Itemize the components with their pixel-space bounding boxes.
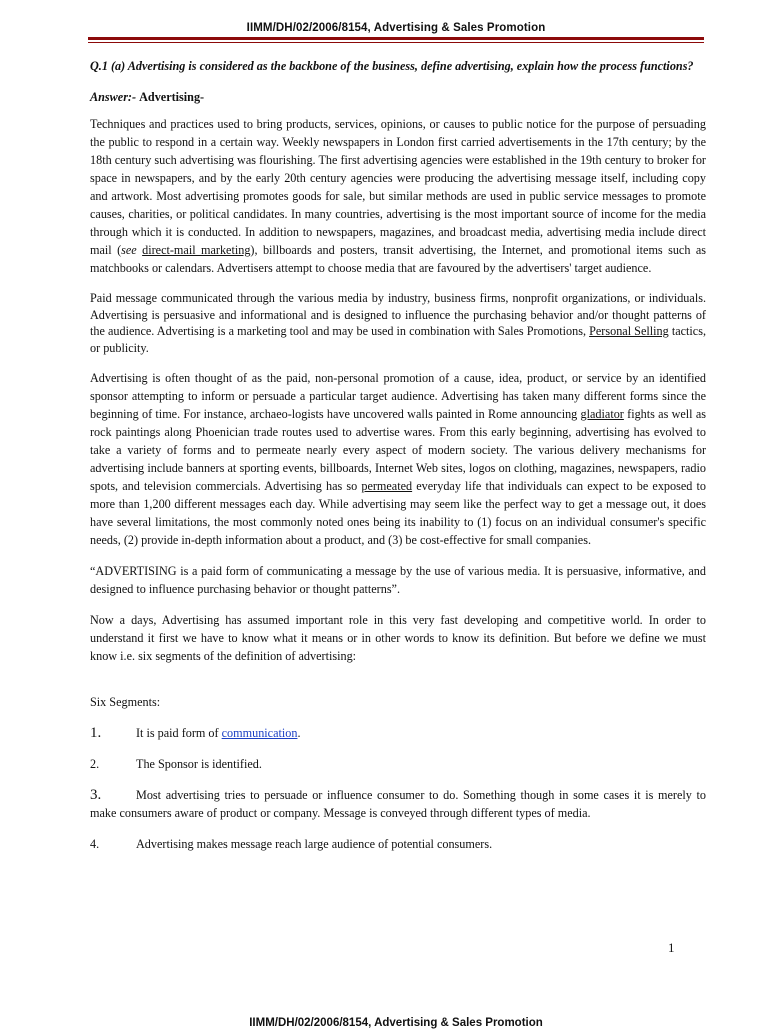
header-rule-thin [88, 42, 704, 43]
segment-item-1 [90, 724, 706, 742]
header-rule-thick [88, 37, 704, 40]
link-gladiator[interactable]: gladiator [580, 407, 624, 421]
question-heading: Q.1 (a) Advertising is considered as the backbone of the business, define advertising, explain how the process functions? [90, 59, 694, 73]
segment-item-3 [90, 786, 706, 822]
document-body [90, 57, 706, 853]
p3-text-2: fights as well as rock paintings along Phoenician trade routes used to advertise wares. From this early beginning, advertising has evolved to take a variety of forms and to permeate nearly every aspect of modern society. The various delivery mechanisms for advertising include banners at sporting events, billboards, Internet Web sites, logos on clothing, magazines, newspapers, radio spots, and television commercials. Advertising has so [90, 407, 706, 493]
segment-num-1: 1. [90, 725, 102, 741]
segment-num-4: 4. [90, 837, 100, 851]
segment-num-3: 3. [90, 787, 102, 803]
page-footer: IIMM/DH/02/2006/8154, Advertising & Sales Promotion [249, 1017, 543, 1029]
paragraph-3 [90, 369, 706, 549]
six-segments-title: Six Segments: [90, 695, 161, 709]
segment-num-2: 2. [90, 757, 100, 771]
paragraph-1 [90, 115, 706, 277]
p3-text-3: everyday life that individuals can expect to be exposed to more than 1,200 different messages each day. While advertising may seem like the perfect way to get a message out, it does have several limitations, the most commonly noted ones being its inability to (1) focus on an individual consumer's specific needs, (2) provide in-depth information about a product, and (3) be cost-effective for small companies. [90, 479, 706, 547]
segment-item-4 [90, 835, 706, 853]
link-permeated[interactable]: permeated [361, 479, 413, 493]
segment-text-3: Most advertising tries to persuade or influence consumer to do. Something though in some cases it is merely to make consumers aware of product or company. Message is conveyed through different types of media. [90, 788, 706, 820]
p1-text-1: Techniques and practices used to bring products, services, opinions, or causes to public notice for the purpose of persuading the public to respond in a certain way. Weekly newspapers in London first carried advertisements in the 17th century; by the 18th century such advertising was flourishing. The first advertising agencies were established in the 19th century to broker for space in newspapers, and by the early 20th century agencies were producing the advertising message itself, including copy and artwork. Most advertising promotes goods for sale, but similar methods are used in public service messages to promote causes, charities, or political candidates. In many countries, advertising is the most important source of income for the media through which it is conducted. In addition to newspapers, magazines, and broadcast media, advertising media include direct mail ( [90, 117, 706, 257]
paragraph-2 [90, 290, 706, 356]
p3-text-1: Advertising is often thought of as the paid, non-personal promotion of a cause, idea, product, or service by an identified sponsor attempting to inform or persuade a particular target audience. Advertising has taken many different forms since the beginning of time. For instance, archaeo-logists have uncovered walls painted in Rome announcing [90, 371, 706, 421]
segment-text-4: Advertising makes message reach large audience of potential consumers. [136, 837, 493, 851]
answer-heading [90, 88, 706, 106]
paragraph-5: Now a days, Advertising has assumed important role in this very fast developing and competitive world. In order to understand it first we have to know what it means or in other words to know its definition. But before we define we must know i.e. six segments of the definition of advertising: [90, 613, 706, 663]
p2-text-2: tactics, or publicity. [90, 324, 706, 355]
page-number: 1 [668, 940, 675, 955]
p1-text-2: ), billboards and posters, transit advertising, the Internet, and promotional items such as matchbooks or calendars. Advertisers attempt to choose media that are favoured by the advertisers' target audience. [90, 243, 706, 275]
segment-text-2: The Sponsor is identified. [136, 757, 262, 771]
segment-item-2 [90, 755, 706, 773]
link-direct-mail-marketing[interactable]: direct-mail marketing [142, 243, 251, 257]
segment-text-1: It is paid form of [136, 726, 222, 740]
paragraph-4: “ADVERTISING is a paid form of communicating a message by the use of various media. It is persuasive, informative, and designed to influence purchasing behavior or thought patterns”. [90, 564, 706, 596]
link-personal-selling[interactable]: Personal Selling [589, 324, 669, 338]
answer-title: Advertising- [139, 90, 205, 104]
answer-lead: Answer:- [90, 90, 137, 104]
segment-text-1-end: . [297, 726, 301, 740]
page-header: IIMM/DH/02/2006/8154, Advertising & Sales Promotion [246, 22, 546, 34]
link-communication[interactable]: communication [221, 726, 298, 740]
p2-text-1: Paid message communicated through the various media by industry, business firms, nonprofit organizations, or individuals. Advertising is persuasive and informational and is designed to influence the purchasing behavior and/or thought patterns of the audience. Advertising is a marketing tool and may be used in combination with Sales Promotions, [90, 291, 706, 338]
p1-see: see [121, 243, 137, 257]
